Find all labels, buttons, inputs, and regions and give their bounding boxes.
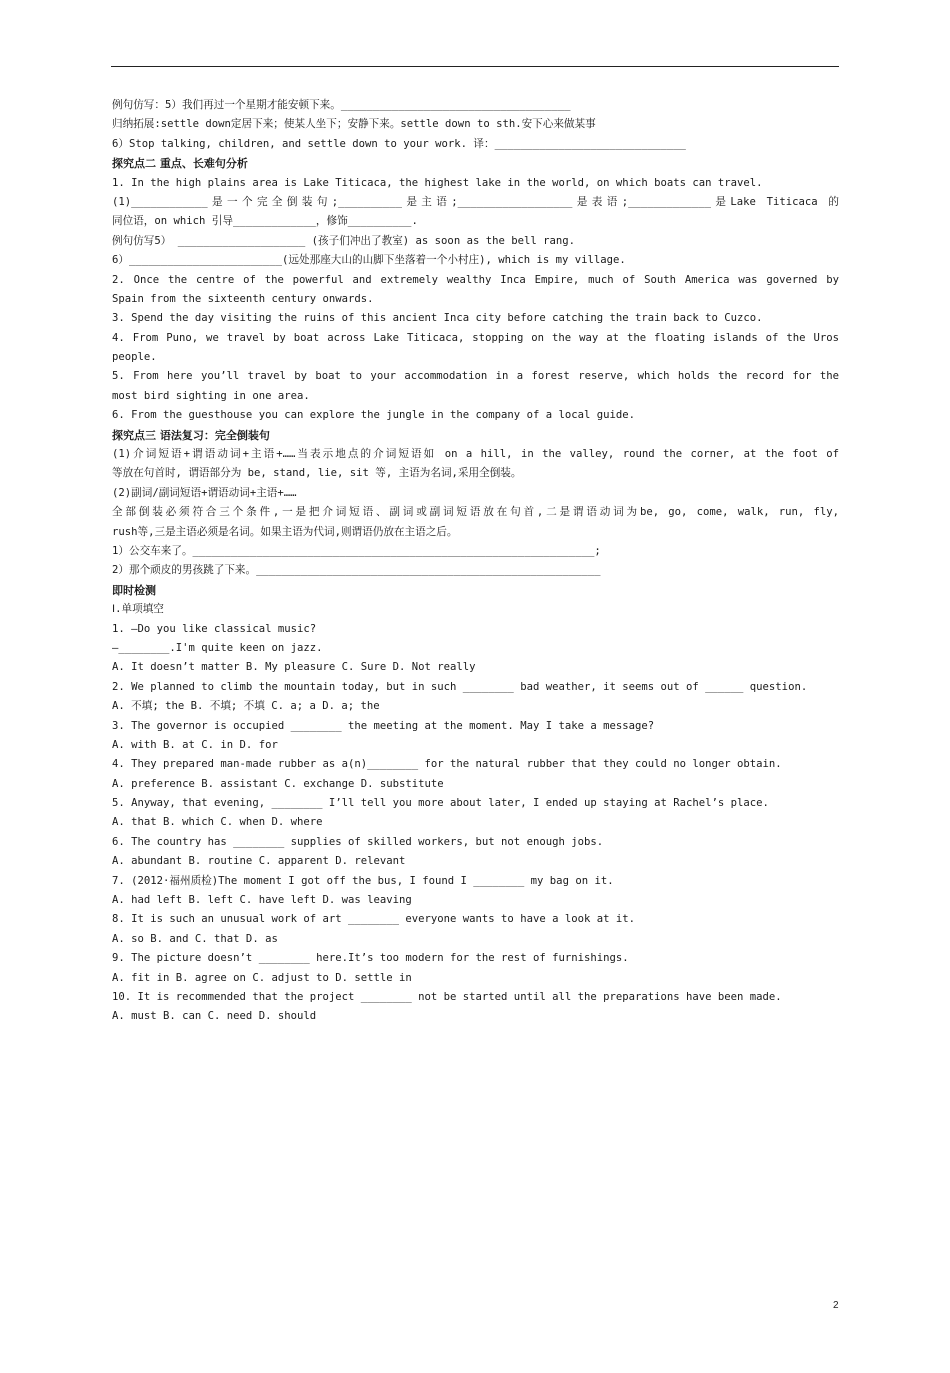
- text-line: 2）那个顽皮的男孩跳了下来。______________________________________________________: [112, 564, 601, 577]
- text-line: A. must B. can C. need D. should: [112, 1010, 317, 1023]
- text-line: 归纳拓展:settle down定居下来；使某人坐下；安静下来。settle down to sth.安下心来做某事: [112, 118, 596, 131]
- text-line: 3. The governor is occupied ________ the meeting at the moment. May I take a message?: [112, 719, 655, 732]
- text-line: A. that B. which C. when D. where: [112, 816, 323, 829]
- text-line: people.: [112, 351, 157, 364]
- text-line: 2. We planned to climb the mountain today, but in such ________ bad weather, it seems out of ______ question.: [112, 680, 808, 693]
- text-line: A. with B. at C. in D. for: [112, 738, 278, 751]
- text-line: Ⅰ.单项填空: [112, 603, 164, 616]
- text-line: —________.I'm quite keen on jazz.: [112, 641, 323, 654]
- text-line: 7. (2012·福州质检)The moment I got off the bus, I found I ________ my bag on it.: [112, 874, 614, 887]
- text-line: most bird sighting in one area.: [112, 389, 310, 402]
- section-heading: 即时检测: [112, 583, 156, 597]
- text-line: 例句仿写：5）我们再过一个星期才能安顿下来。____________________________________: [112, 99, 571, 111]
- text-line: 6. From the guesthouse you can explore the jungle in the company of a local guide.: [112, 409, 635, 422]
- text-line: 9. The picture doesn’t ________ here.It’s too modern for the rest of furnishings.: [112, 952, 629, 965]
- text-line: 1. In the high plains area is Lake Titicaca, the highest lake in the world, on which boats can travel.: [112, 176, 763, 189]
- text-line: 5. From here you’ll travel by boat to your accommodation in a forest reserve, which holds the record for the: [112, 370, 839, 383]
- text-line: 等放在句首时, 谓语部分为 be, stand, lie, sit 等, 主语为名词,采用全倒装。: [112, 467, 522, 480]
- text-line: 1. —Do you like classical music?: [112, 622, 317, 635]
- text-line: (2)副词/副词短语+谓语动词+主语+……: [112, 486, 297, 499]
- text-line: 6）________________________(远处那座大山的山脚下坐落着一个小村庄), which is my village.: [112, 254, 626, 267]
- text-line: 同位语，on which 引导_____________，修饰__________.: [112, 215, 418, 228]
- text-line: A. 不填; the B. 不填; 不填 C. a; a D. a; the: [112, 700, 380, 713]
- text-line: 10. It is recommended that the project ________ not be started until all the preparations have been made.: [112, 990, 782, 1003]
- text-line: A. abundant B. routine C. apparent D. relevant: [112, 855, 406, 868]
- text-line: A. fit in B. agree on C. adjust to D. settle in: [112, 971, 412, 984]
- text-line: (1)____________是一个完全倒装句;__________是主语;__________________是表语;_____________是Lake Titicaca 的: [112, 195, 839, 208]
- text-line: 5. Anyway, that evening, ________ I’ll tell you more about later, I ended up staying at Rachel’s place.: [112, 797, 769, 810]
- text-line: 6）Stop talking, children, and settle down to your work. 译：______________________________: [112, 137, 686, 150]
- text-line: A. had left B. left C. have left D. was leaving: [112, 894, 412, 907]
- text-line: A. It doesn’t matter B. My pleasure C. Sure D. Not really: [112, 661, 476, 674]
- section-heading: 探究点二 重点、长难句分析: [112, 157, 248, 171]
- text-line: 1）公交车来了。_______________________________________________________________;: [112, 544, 601, 557]
- text-line: 全部倒装必须符合三个条件,一是把介词短语、副词或副词短语放在句首,二是谓语动词为be, go, come, walk, run, fly,: [112, 506, 839, 519]
- section-heading: 探究点三 语法复习：完全倒装句: [112, 428, 270, 442]
- text-line: A. so B. and C. that D. as: [112, 932, 278, 945]
- text-line: 6. The country has ________ supplies of skilled workers, but not enough jobs.: [112, 835, 604, 848]
- page-number: 2: [833, 1300, 839, 1311]
- text-line: Spain from the sixteenth century onwards.: [112, 292, 374, 305]
- text-line: 3. Spend the day visiting the ruins of this ancient Inca city before catching the train back to Cuzco.: [112, 312, 763, 325]
- text-line: 8. It is such an unusual work of art ________ everyone wants to have a look at it.: [112, 913, 635, 926]
- text-line: A. preference B. assistant C. exchange D. substitute: [112, 777, 444, 790]
- text-line: 4. They prepared man-made rubber as a(n)________ for the natural rubber that they could no longer obtain.: [112, 758, 782, 771]
- text-line: 例句仿写5） ____________________ (孩子们冲出了教室) as soon as the bell rang.: [112, 234, 575, 247]
- text-line: (1)介词短语+谓语动词+主语+……当表示地点的介词短语如 on a hill, in the valley, round the corner, at the foot of: [112, 448, 839, 461]
- text-line: rush等,三是主语必须是名词。如果主语为代词,则谓语仍放在主语之后。: [112, 525, 458, 538]
- document-body: [112, 96, 839, 1027]
- header-rule: [111, 66, 839, 67]
- text-line: 4. From Puno, we travel by boat across Lake Titicaca, stopping on the way at the floating islands of the Uros: [112, 331, 839, 344]
- text-line: 2. Once the centre of the powerful and extremely wealthy Inca Empire, much of South America was governed by: [112, 273, 839, 286]
